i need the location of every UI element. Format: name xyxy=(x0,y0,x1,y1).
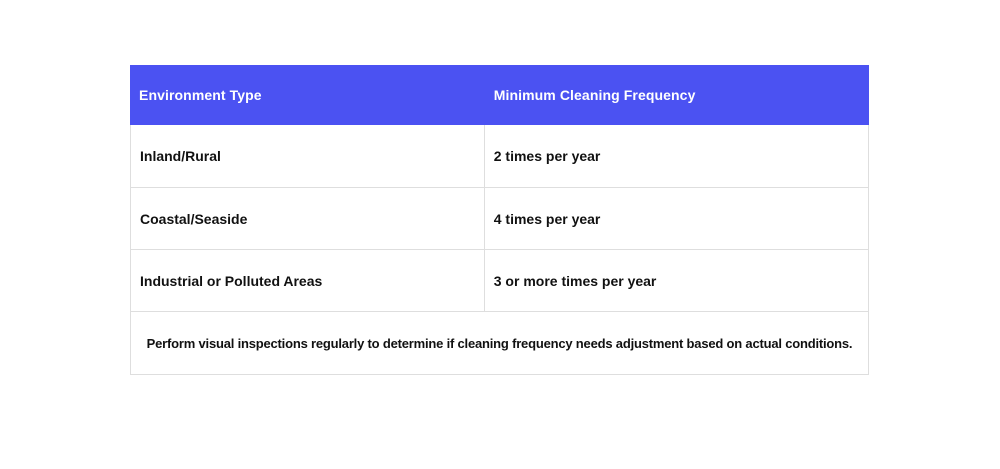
cleaning-frequency-table xyxy=(130,65,869,375)
environment-type-cell: Coastal/Seaside xyxy=(131,188,485,249)
cleaning-frequency-cell: 2 times per year xyxy=(493,148,601,164)
table-row xyxy=(131,187,868,249)
table-row xyxy=(131,249,868,311)
footer-note: Perform visual inspections regularly to determine if cleaning frequency needs adjustment based on actual conditions. xyxy=(146,335,853,351)
cleaning-frequency-cell: 3 or more times per year xyxy=(493,272,657,289)
table-footer-row xyxy=(131,311,868,374)
environment-type-cell: Industrial or Polluted Areas xyxy=(131,250,485,311)
column-header-environment-type: Environment Type xyxy=(139,87,262,103)
table-header-row xyxy=(130,65,869,125)
column-header-cleaning-frequency: Minimum Cleaning Frequency xyxy=(493,87,696,103)
table-row xyxy=(131,125,868,187)
environment-type-cell: Inland/Rural xyxy=(131,125,485,187)
cleaning-frequency-cell: 4 times per year xyxy=(493,210,601,227)
